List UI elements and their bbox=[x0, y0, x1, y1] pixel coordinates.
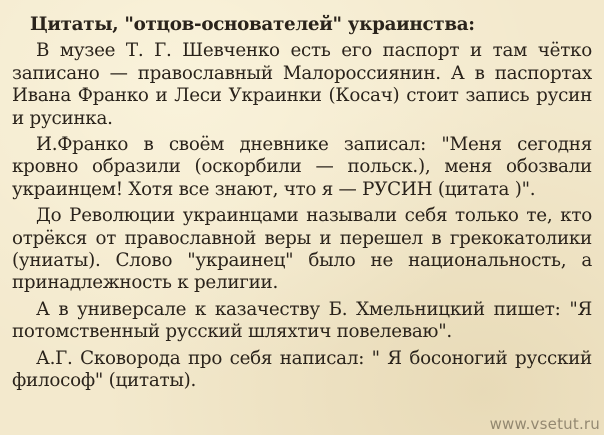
watermark: www.vsetut.ru bbox=[489, 415, 600, 433]
document-title: Цитаты, "отцов-основателей" украинства: bbox=[30, 14, 475, 35]
paragraph-khmelnitsky: А в универсале к казачеству Б. Хмельницкий пишет: "Я потомственный русский шляхтич повелеваю". bbox=[12, 298, 592, 343]
paragraph-shevchenko: В музее Т. Г. Шевченко есть его паспорт и там чётко записано — православный Малороссиянин. А в паспортах Ивана Франко и Леси Украинки (Косач) стоит запись русин и русинка. bbox=[12, 40, 592, 129]
document bbox=[12, 4, 592, 397]
paragraph-franko: И.Франко в своём дневнике записал: "Меня сегодня кровно образили (оскорбили — польск.), меня обозвали украинцем! Хотя все знают, что я — РУСИН (цитата )". bbox=[12, 134, 592, 200]
paragraph-revolution: До Революции украинцами называли себя только те, кто отрёкся от православной веры и перешел в грекокатолики (униаты). Слово "украинец" было не национальность, а принадлежность к религии. bbox=[12, 205, 592, 294]
paragraph-skovoroda: А.Г. Сковорода про себя написал: " Я босоногий русский философ" (цитаты). bbox=[12, 347, 592, 392]
